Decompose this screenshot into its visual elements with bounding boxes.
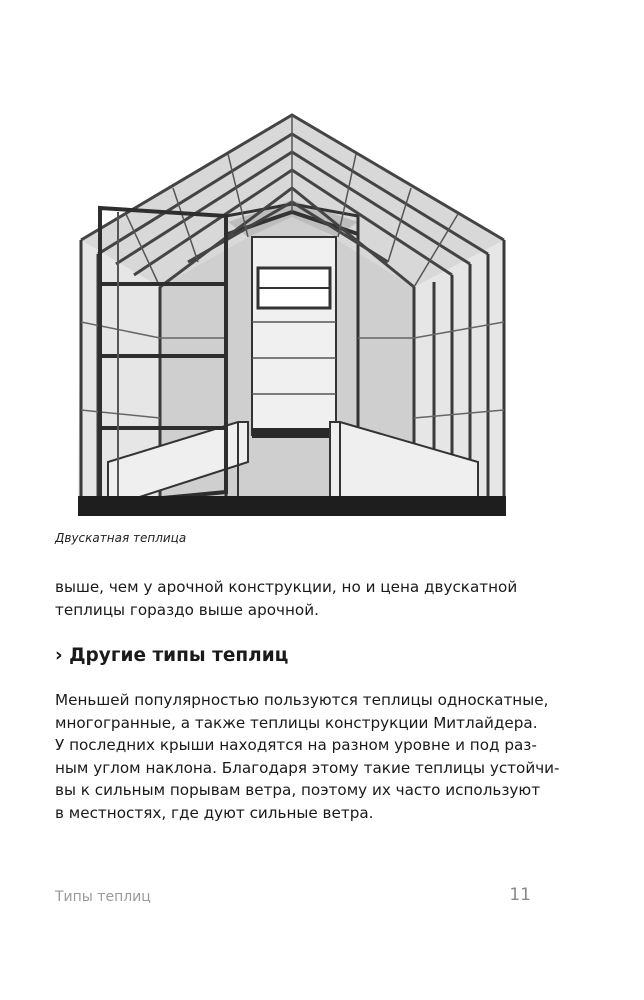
body-paragraph-2 — [55, 689, 560, 825]
text-line: теплицы гораздо выше арочной. — [55, 600, 319, 619]
text-line: в местностях, где дуют сильные ветра. — [55, 803, 374, 822]
text-line: Меньшей популярностью пользуются теплицы односкатные, — [55, 691, 549, 709]
text-line: вы к сильным порывам ветра, поэтому их часто используют — [55, 781, 541, 800]
running-footer-title: Типы теплиц — [55, 889, 151, 905]
body-paragraph-1 — [55, 576, 550, 621]
text-line: многогранные, а также теплицы конструкции Митлайдера. — [55, 713, 538, 732]
text-line: ным углом наклона. Благодаря этому такие теплицы устойчи- — [55, 758, 560, 777]
figure-caption: Двускатная теплица — [55, 531, 187, 545]
section-heading: › Другие типы теплиц — [55, 645, 289, 666]
page-number: 11 — [509, 885, 531, 905]
greenhouse-illustration-icon — [78, 112, 506, 516]
text-line: выше, чем у арочной конструкции, но и цена двускатной — [55, 578, 518, 596]
text-line: У последних крыши находятся на разном уровне и под раз- — [55, 736, 537, 755]
